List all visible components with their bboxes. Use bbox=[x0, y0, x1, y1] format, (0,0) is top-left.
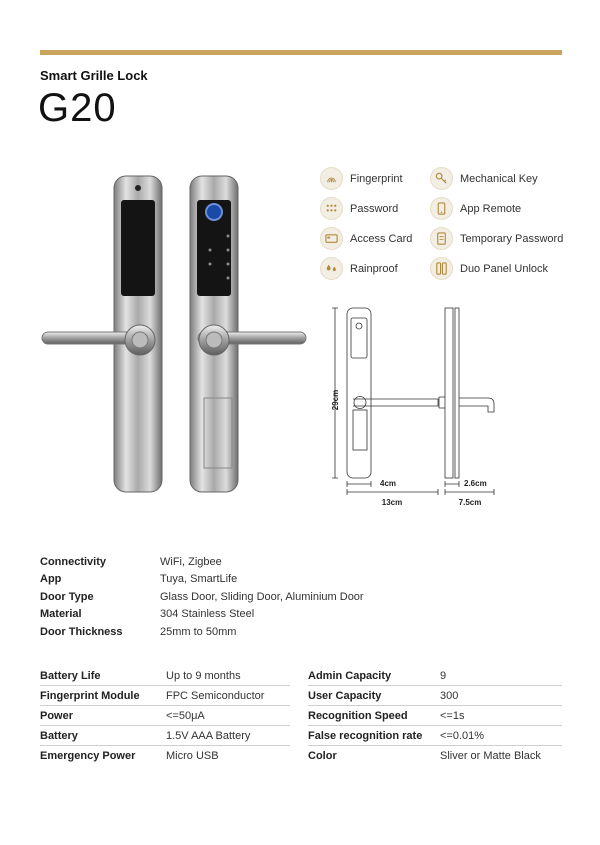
feature-label: Duo Panel Unlock bbox=[460, 262, 549, 275]
dim-handle-width: 4cm bbox=[380, 479, 397, 488]
feature-label: Rainproof bbox=[350, 262, 398, 275]
spec-value: Up to 9 months bbox=[166, 669, 241, 682]
temporary-password-icon bbox=[430, 227, 453, 250]
phone-icon bbox=[430, 197, 453, 220]
spec-value: Micro USB bbox=[166, 750, 219, 762]
spec-value: WiFi, Zigbee bbox=[160, 555, 222, 568]
rain-icon bbox=[320, 257, 343, 280]
spec-row bbox=[40, 623, 364, 641]
table-row bbox=[40, 706, 290, 726]
table-row bbox=[40, 686, 290, 706]
spec-label: Emergency Power bbox=[40, 750, 136, 762]
feature-duo-panel-unlock bbox=[430, 257, 548, 280]
spec-value: 300 bbox=[440, 689, 459, 702]
feature-temporary-password bbox=[430, 227, 563, 250]
table-row bbox=[308, 686, 562, 706]
dim-height: 29cm bbox=[331, 389, 340, 411]
spec-value: 1.5V AAA Battery bbox=[166, 729, 251, 742]
general-specs bbox=[40, 553, 364, 641]
spec-label: App bbox=[40, 573, 62, 586]
fingerprint-sensor bbox=[206, 204, 222, 220]
spec-value: 9 bbox=[440, 669, 447, 682]
spec-row bbox=[40, 571, 364, 589]
dim-total-width: 13cm bbox=[381, 498, 403, 507]
spec-value: 304 Stainless Steel bbox=[160, 608, 255, 621]
spec-label: Admin Capacity bbox=[308, 669, 392, 682]
fingerprint-icon bbox=[320, 167, 343, 190]
card-icon bbox=[320, 227, 343, 250]
feature-mechanical-key bbox=[430, 167, 538, 190]
feature-label: Temporary Password bbox=[460, 232, 564, 245]
product-subtitle: Smart Grille Lock bbox=[40, 68, 148, 83]
accent-bar bbox=[40, 50, 562, 55]
feature-rainproof bbox=[320, 257, 398, 280]
table-row bbox=[308, 726, 562, 746]
spec-value: 25mm to 50mm bbox=[160, 625, 237, 638]
spec-label: Battery Life bbox=[40, 669, 101, 682]
spec-label: Color bbox=[308, 750, 337, 762]
feature-app-remote bbox=[430, 197, 521, 220]
spec-label: User Capacity bbox=[308, 689, 382, 702]
spec-label: Material bbox=[40, 608, 82, 621]
product-image bbox=[30, 170, 320, 500]
spec-label: Fingerprint Module bbox=[40, 689, 140, 702]
table-row bbox=[308, 746, 562, 766]
feature-label: Fingerprint bbox=[350, 172, 403, 185]
table-row bbox=[40, 746, 290, 766]
spec-label: Door Type bbox=[40, 590, 94, 603]
spec-table-right bbox=[308, 666, 562, 766]
feature-fingerprint bbox=[320, 167, 403, 190]
feature-access-card bbox=[320, 227, 412, 250]
spec-row bbox=[40, 606, 364, 624]
spec-value: Glass Door, Sliding Door, Aluminium Door bbox=[160, 590, 364, 603]
spec-label: Power bbox=[40, 709, 74, 722]
table-row bbox=[40, 726, 290, 746]
spec-label: False recognition rate bbox=[308, 729, 423, 742]
model-title: G20 bbox=[38, 86, 117, 130]
spec-value: FPC Semiconductor bbox=[166, 689, 265, 702]
spec-label: Battery bbox=[40, 729, 78, 742]
spec-value: Tuya, SmartLife bbox=[160, 573, 238, 586]
spec-label: Connectivity bbox=[40, 555, 107, 568]
feature-label: Access Card bbox=[350, 232, 413, 245]
spec-value: Sliver or Matte Black bbox=[440, 750, 541, 762]
spec-value: <=1s bbox=[440, 709, 465, 722]
spec-table-left bbox=[40, 666, 290, 766]
spec-value: <=50μA bbox=[166, 709, 205, 722]
dim-depth-panel: 2.6cm bbox=[464, 479, 487, 488]
dimension-diagram bbox=[320, 300, 570, 515]
spec-label: Recognition Speed bbox=[308, 709, 408, 722]
password-icon bbox=[320, 197, 343, 220]
dim-depth-total: 7.5cm bbox=[458, 498, 482, 507]
table-row bbox=[308, 666, 562, 686]
key-icon bbox=[430, 167, 453, 190]
feature-password bbox=[320, 197, 398, 220]
spec-row bbox=[40, 553, 364, 571]
feature-label: App Remote bbox=[460, 202, 522, 215]
spec-value: <=0.01% bbox=[440, 729, 485, 742]
spec-row bbox=[40, 588, 364, 606]
table-row bbox=[40, 666, 290, 686]
feature-label: Mechanical Key bbox=[460, 172, 538, 185]
table-row bbox=[308, 706, 562, 726]
feature-label: Password bbox=[350, 202, 399, 215]
duo-panel-icon bbox=[430, 257, 453, 280]
spec-label: Door Thickness bbox=[40, 625, 123, 638]
